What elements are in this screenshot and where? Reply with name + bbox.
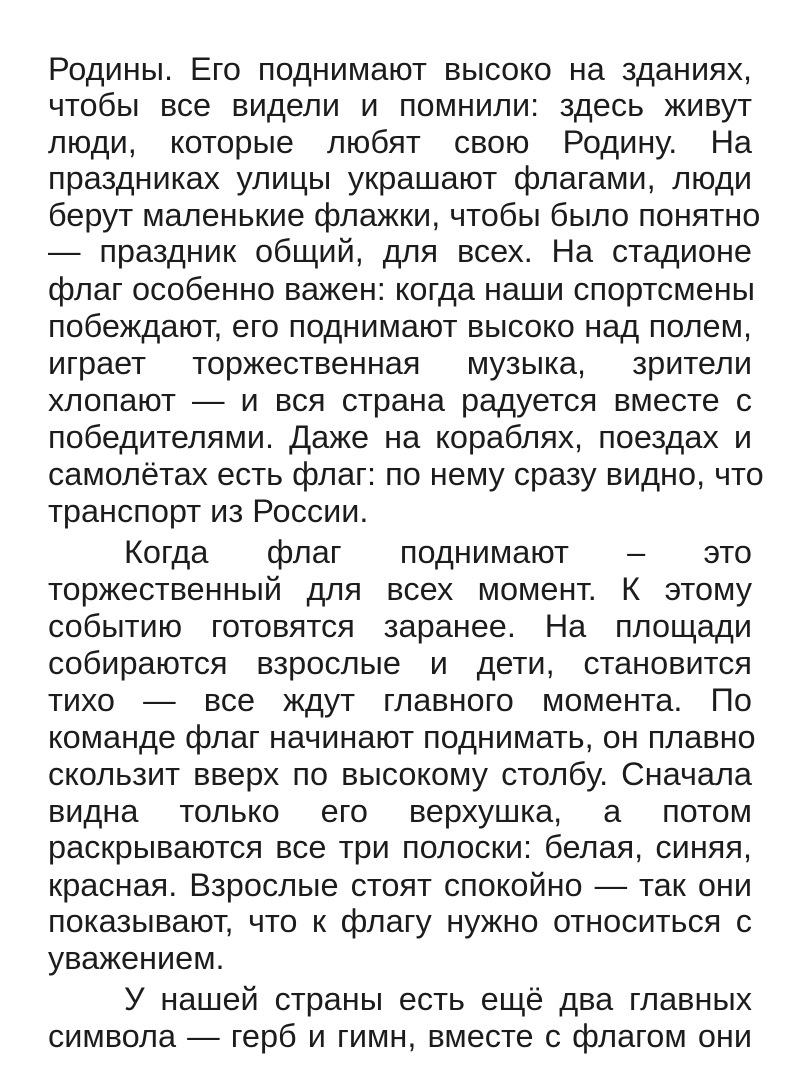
text-line: играет торжественная музыка, зрители	[48, 345, 752, 381]
text-line: берут маленькие флажки, чтобы было понятно	[48, 197, 761, 233]
text-line: хлопают — и вся страна радуется вместе с	[48, 382, 752, 418]
text-line: событию готовятся заранее. На площади	[48, 608, 752, 644]
text-line: показывают, что к флагу нужно относиться с	[48, 903, 752, 939]
text-line: флаг особенно важен: когда наши спортсмены	[48, 271, 756, 307]
text-line: красная. Взрослые стоят спокойно — так они	[48, 867, 752, 903]
text-line: видна только его верхушка, а потом	[48, 793, 752, 829]
text-line: праздниках улицы украшают флагами, люди	[48, 160, 752, 196]
text-line: самолётах есть флаг: по нему сразу видно, что	[48, 456, 764, 492]
text-line: уважением.	[48, 940, 225, 976]
text-line: скользит вверх по высокому столбу. Сначала	[48, 756, 752, 792]
text-line: тихо — все ждут главного момента. По	[48, 682, 752, 718]
text-line: команде флаг начинают поднимать, он плавно	[48, 719, 756, 755]
text-line: символа — герб и гимн, вместе с флагом они	[48, 1018, 752, 1054]
text-line: побеждают, его поднимают высоко над полем,	[48, 308, 752, 344]
paragraph-first-line: У нашей страны есть ещё два главных	[124, 981, 752, 1017]
text-line: победителями. Даже на кораблях, поездах и	[48, 419, 752, 455]
text-line: люди, которые любят свою Родину. На	[48, 124, 752, 160]
text-line: раскрываются все три полоски: белая, синяя,	[48, 829, 752, 865]
text-line: транспорт из России.	[48, 493, 369, 529]
text-line: чтобы все видели и помнили: здесь живут	[48, 87, 752, 123]
paragraph-first-line: Когда флаг поднимают – это	[124, 534, 752, 570]
text-line: Родины. Его поднимают высоко на зданиях,	[48, 51, 752, 87]
text-line: торжественный для всех момент. К этому	[48, 571, 752, 607]
text-line: собираются взрослые и дети, становится	[48, 645, 752, 681]
text-line: — праздник общий, для всех. На стадионе	[48, 233, 752, 269]
